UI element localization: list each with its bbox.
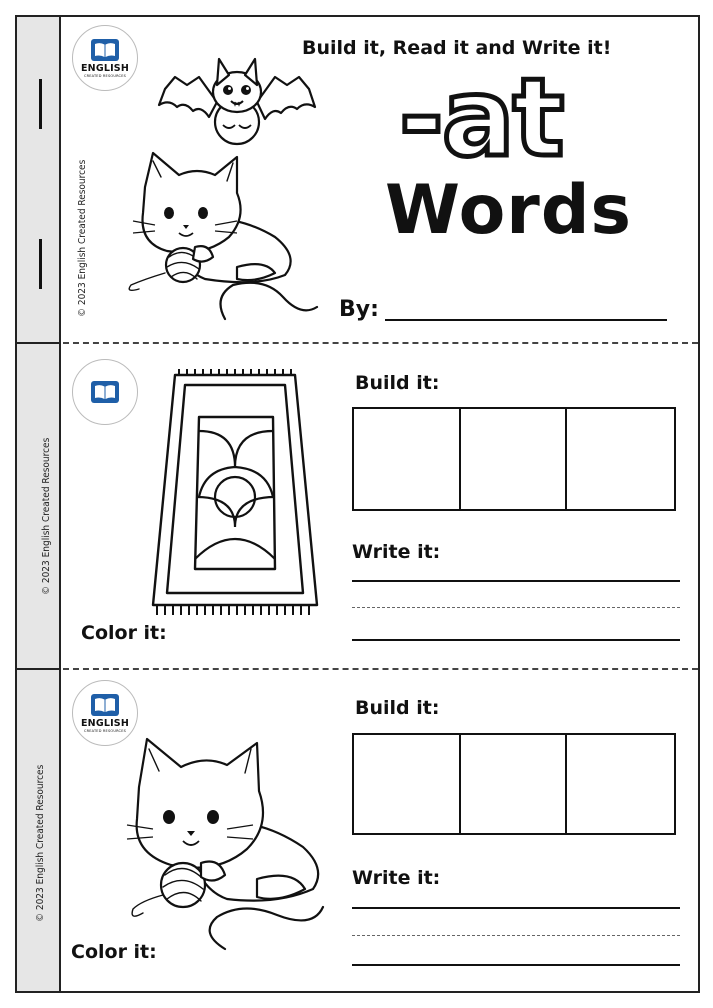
build-it-label: Build it: xyxy=(355,697,440,719)
cut-line xyxy=(63,342,698,344)
letter-box[interactable] xyxy=(567,409,674,509)
copyright-text: © 2023 English Created Resources xyxy=(77,159,88,317)
book-icon xyxy=(90,380,120,404)
color-it-label: Color it: xyxy=(81,622,167,644)
writing-line-top[interactable] xyxy=(352,907,680,909)
by-label: By: xyxy=(339,297,379,322)
brand-name: ENGLISH xyxy=(80,717,130,729)
spine-divider xyxy=(17,668,61,670)
cover-headline: Build it, Read it and Write it! xyxy=(302,37,612,59)
brand-subtitle: CREATED RESOURCES xyxy=(83,73,127,78)
color-it-label: Color it: xyxy=(71,941,157,963)
letter-box[interactable] xyxy=(461,735,568,833)
letter-boxes xyxy=(352,407,676,511)
cat-illustration xyxy=(105,147,325,327)
copyright-text: © 2023 English Created Resources xyxy=(35,764,46,922)
cut-line xyxy=(63,668,698,670)
brand-name: ENGLISH xyxy=(80,62,130,74)
build-it-label: Build it: xyxy=(355,372,440,394)
words-title: Words xyxy=(385,171,632,250)
worksheet xyxy=(15,15,700,993)
staple-mark xyxy=(39,239,42,289)
writing-line-bottom[interactable] xyxy=(352,964,680,966)
cat-illustration xyxy=(117,729,337,959)
spine-divider xyxy=(17,342,61,344)
book-icon xyxy=(90,693,120,717)
word-family-title: -at xyxy=(399,56,563,181)
bat-illustration xyxy=(157,47,317,157)
letter-boxes xyxy=(352,733,676,835)
brand-subtitle: CREATED RESOURCES xyxy=(83,728,127,733)
letter-box[interactable] xyxy=(354,409,461,509)
write-it-label: Write it: xyxy=(352,541,441,563)
letter-box[interactable] xyxy=(461,409,568,509)
writing-line-bottom[interactable] xyxy=(352,639,680,641)
letter-box[interactable] xyxy=(354,735,461,833)
writing-line-top[interactable] xyxy=(352,580,680,582)
letter-box[interactable] xyxy=(567,735,674,833)
writing-line-middle xyxy=(352,607,680,608)
copyright-text: © 2023 English Created Resources xyxy=(41,437,52,595)
staple-mark xyxy=(39,79,42,129)
writing-line-middle xyxy=(352,935,680,936)
mat-illustration xyxy=(149,369,319,609)
brand-logo xyxy=(72,25,138,91)
write-it-label: Write it: xyxy=(352,867,441,889)
book-icon xyxy=(90,38,120,62)
author-name-line[interactable] xyxy=(385,319,667,321)
brand-logo xyxy=(72,359,138,425)
